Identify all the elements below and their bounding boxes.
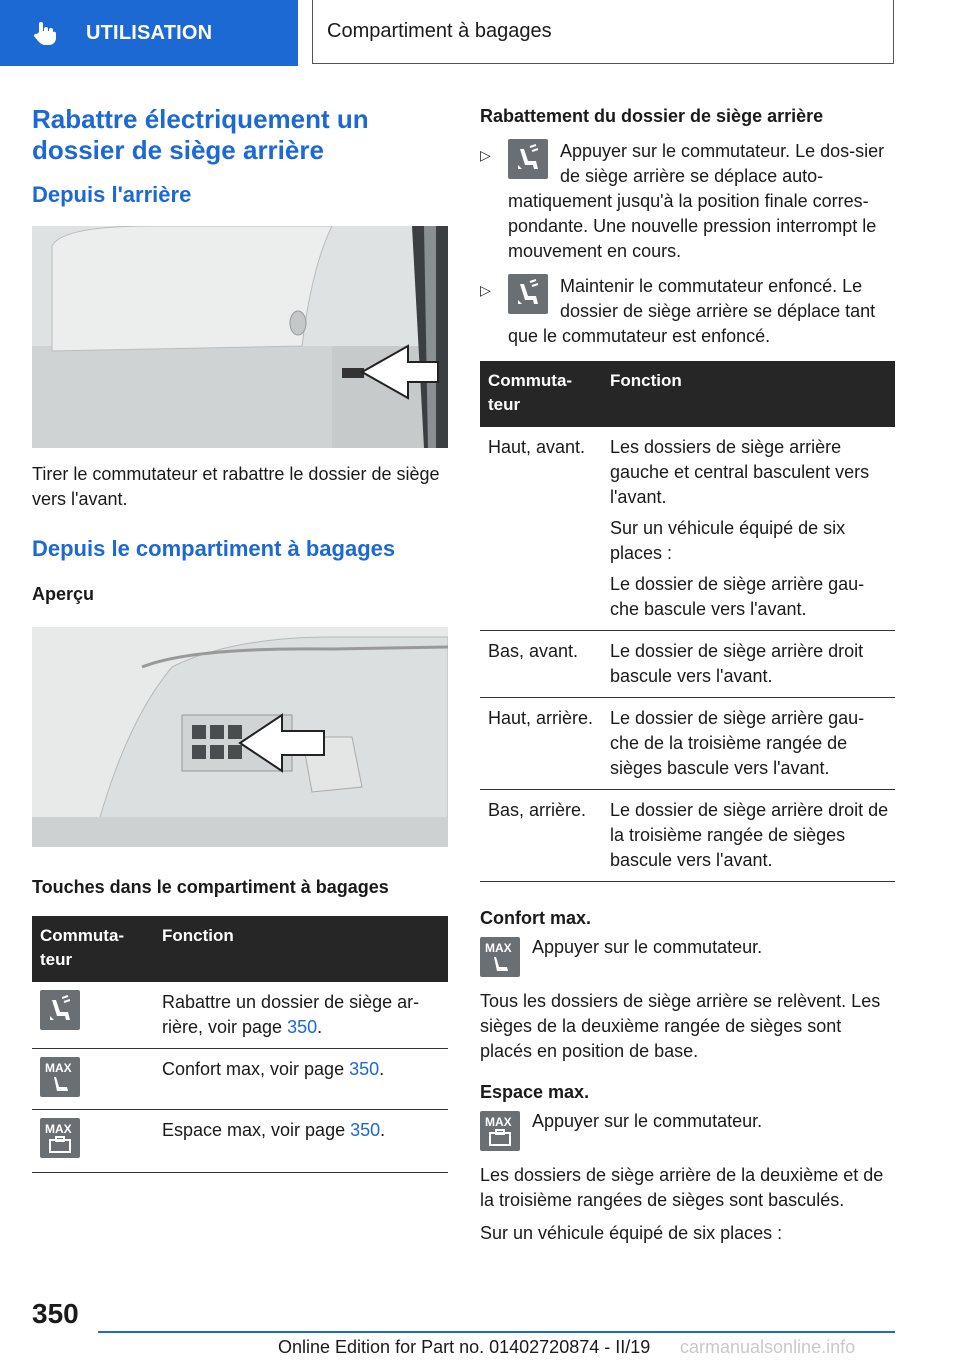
comfort-instr-text: Appuyer sur le commutateur. — [532, 937, 763, 957]
comfort-heading: Confort max. — [480, 908, 592, 928]
space-instruction — [480, 1111, 895, 1151]
trunk-keys-table — [32, 916, 448, 1173]
triangle-bullet-icon: ▷ — [480, 147, 491, 163]
overview-heading: Aperçu — [32, 584, 95, 604]
row-text: Espace max, voir page 350. — [154, 1110, 448, 1173]
max-comfort-icon — [40, 1057, 80, 1097]
space-text: Les dossiers de siège arrière de la deuxième et de la troisième rangées de sièges sont basculés. — [480, 1165, 884, 1210]
trunk-switch-illustration — [32, 627, 448, 847]
trunk-switches-photo — [32, 627, 448, 847]
svg-text:MAX: MAX — [45, 1122, 72, 1136]
seat-fold-icon — [508, 139, 548, 179]
svg-text:MAX: MAX — [485, 941, 512, 955]
svg-text:MAX: MAX — [45, 1061, 72, 1075]
row-text: Le dossier de siège arrière droit bascule vers l'avant. — [602, 631, 895, 698]
svg-text:MAX: MAX — [485, 1115, 512, 1129]
page-title: Rabattre électriquement un dossier de siège arrière — [32, 104, 369, 165]
table-row — [32, 1049, 448, 1110]
subtitle-from-rear: Depuis l'arrière — [32, 182, 192, 207]
row-key: Haut, arrière. — [480, 698, 602, 790]
comfort-instruction — [480, 937, 895, 977]
comfort-text: Tous les dossiers de siège arrière se relèvent. Les sièges de la deuxième rangée de sièges sont placés en position de base. — [480, 991, 881, 1061]
page-number: 350 — [32, 1298, 79, 1329]
max-space-icon — [480, 1111, 520, 1151]
chapter-label: Compartiment à bagages — [327, 20, 552, 42]
row-key: Bas, avant. — [480, 631, 602, 698]
max-space-icon — [40, 1118, 80, 1158]
max-comfort-icon — [480, 937, 520, 977]
section-label: UTILISATION — [86, 21, 213, 44]
page-link[interactable]: 350 — [350, 1120, 381, 1140]
rear-seat-photo — [32, 226, 448, 448]
table-row — [32, 982, 448, 1049]
space-instr-text: Appuyer sur le commutateur. — [532, 1111, 763, 1131]
edition-text: Online Edition for Part no. 01402720874 - II/19 — [278, 1337, 651, 1357]
bullet-item — [480, 139, 895, 264]
row-text: Confort max, voir page 350. — [154, 1049, 448, 1110]
page-link[interactable]: 350 — [349, 1059, 380, 1079]
right-column — [480, 106, 895, 1246]
space-heading: Espace max. — [480, 1082, 590, 1102]
col-function-header: Fonction — [602, 361, 895, 427]
hand-pointer-icon — [30, 18, 60, 48]
table-row — [32, 1110, 448, 1173]
subtitle-from-trunk: Depuis le compartiment à bagages — [32, 536, 396, 561]
left-column — [32, 104, 448, 1173]
table-row — [480, 698, 895, 790]
seat-fold-icon — [508, 274, 548, 314]
fold-heading: Rabattement du dossier de siège arrière — [480, 106, 824, 126]
seat-fold-icon — [40, 990, 80, 1030]
triangle-bullet-icon: ▷ — [480, 282, 491, 298]
page-link[interactable]: 350 — [287, 1017, 318, 1037]
text-pull-switch: Tirer le commutateur et rabattre le dossier de siège vers l'avant. — [32, 464, 440, 509]
watermark-text: carmanualsonline.info — [680, 1337, 856, 1357]
table-row — [480, 427, 895, 631]
row-text: Les dossiers de siège arrière gauche et central basculent vers l'avant. Sur un véhicule équipé de six places : Le dossier de siège arrière gau-che bascule vers l'avant. — [602, 427, 895, 631]
section-tab[interactable] — [0, 0, 298, 66]
footer-divider — [98, 1331, 895, 1333]
col-switch-header: Commuta-teur — [32, 916, 154, 982]
direction-table — [480, 361, 895, 882]
row-key: Bas, arrière. — [480, 790, 602, 882]
table-row — [480, 631, 895, 698]
row-text: Rabattre un dossier de siège ar-rière, voir page 350. — [154, 982, 448, 1049]
bullet-item — [480, 274, 895, 349]
chapter-header — [312, 0, 894, 64]
seat-headrest-illustration — [32, 226, 448, 448]
bullet-text: Maintenir le commutateur enfoncé. Le dossier de siège arrière se déplace tant que le commutateur est enfoncé. — [508, 276, 876, 346]
row-text: Le dossier de siège arrière droit de la troisième rangée de sièges bascule vers l'avant. — [602, 790, 895, 882]
bullet-text: Appuyer sur le commutateur. Le dos-sier de siège arrière se déplace auto-matiquement jusqu'à la position finale corres-pondante. Une nouvelle pression interrompt le mouvement en cours. — [508, 141, 885, 261]
row-text: Le dossier de siège arrière gau-che de la troisième rangée de sièges bascule vers l'avant. — [602, 698, 895, 790]
table-row — [480, 790, 895, 882]
six-places-text: Sur un véhicule équipé de six places : — [480, 1223, 783, 1243]
col-switch-header: Commuta-teur — [480, 361, 602, 427]
keys-heading: Touches dans le compartiment à bagages — [32, 877, 389, 897]
col-function-header: Fonction — [154, 916, 448, 982]
row-key: Haut, avant. — [480, 427, 602, 631]
